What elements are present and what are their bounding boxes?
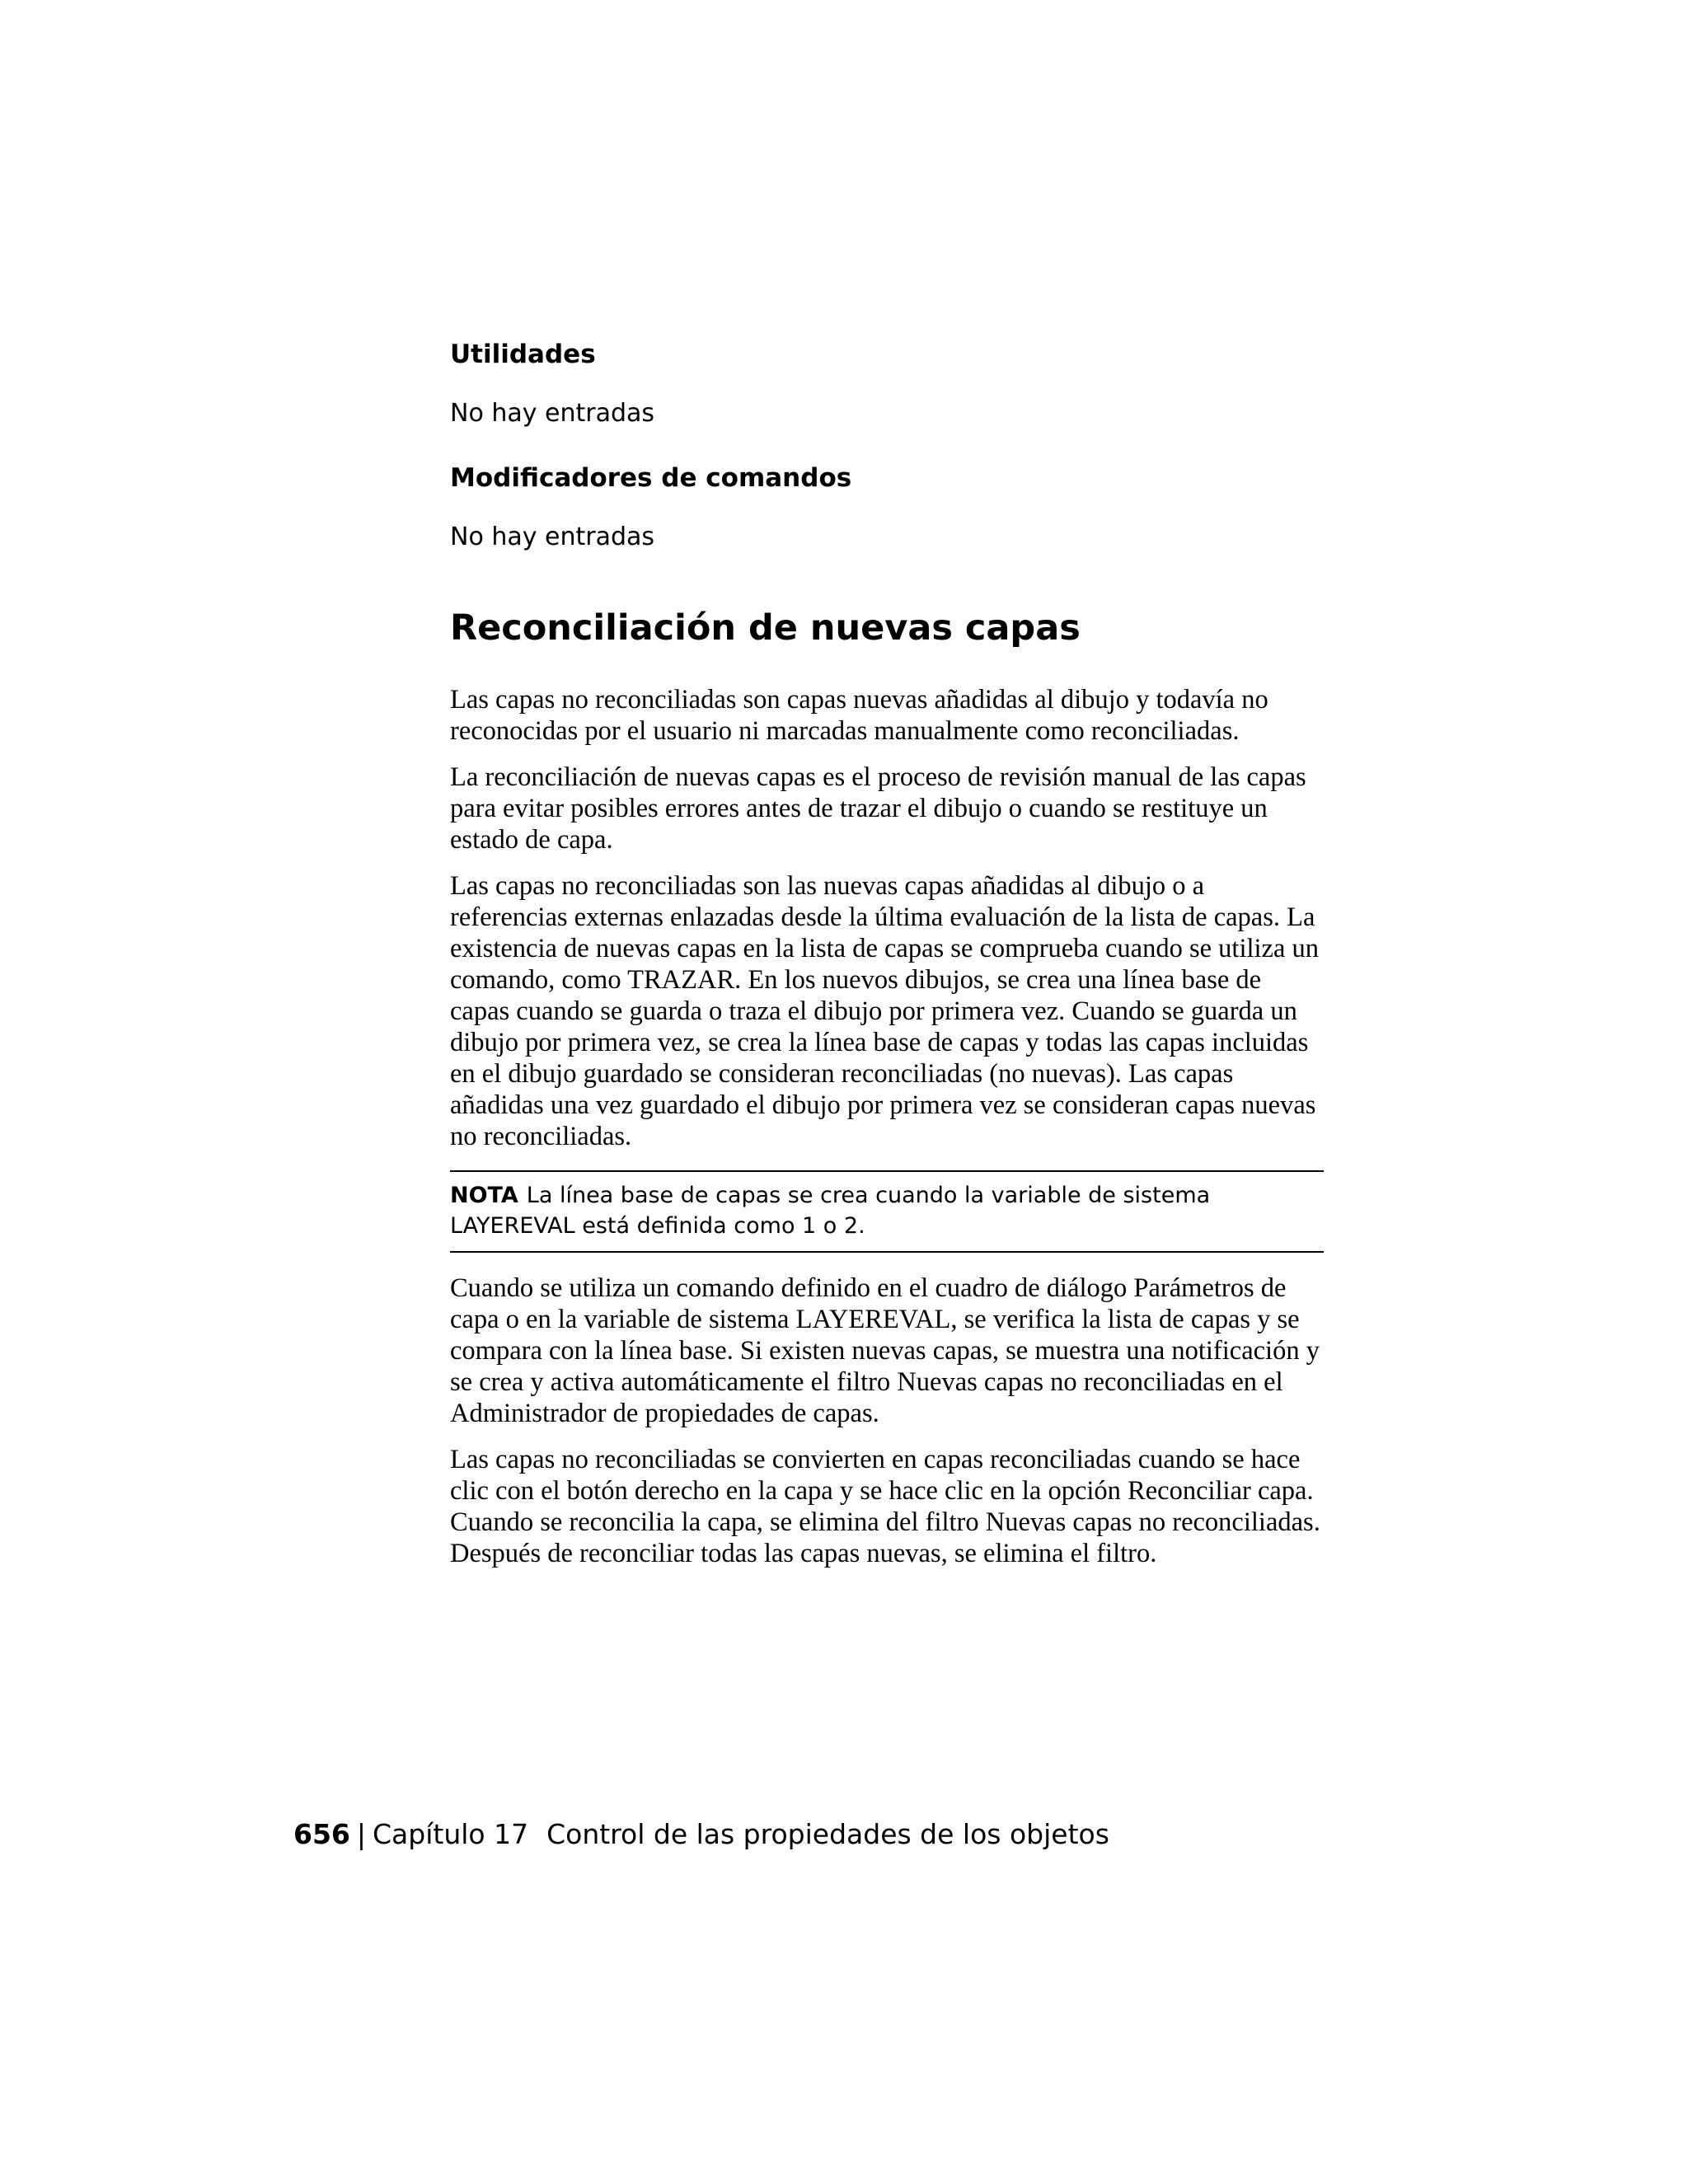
paragraph-2: La reconciliación de nuevas capas es el proceso de revisión manual de las capas para evitar posibles errores antes de trazar el dibujo o cuando se restituye un estado de capa. (450, 762, 1306, 855)
note-text: La línea base de capas se crea cuando la variable de sistema LAYEREVAL está definida como 1 o 2. (450, 1183, 1211, 1239)
utilidades-heading: Utilidades (450, 340, 596, 369)
page-footer (293, 1816, 1109, 1853)
modificadores-text: No hay entradas (450, 523, 655, 551)
chapter-label: Capítulo 17 (373, 1818, 529, 1850)
paragraph-4: Cuando se utiliza un comando definido en el cuadro de diálogo Parámetros de capa o en la variable de sistema LAYEREVAL, se verifica la lista de capas y se compara con la línea base. Si existen nuevas capas, se muestra una notificación y se crea y activa automáticamente el filtro Nuevas capas no reconciliadas en el Administrador de propiedades de capas. (450, 1273, 1320, 1428)
page-number: 656 (293, 1818, 350, 1850)
footer-separator: | (356, 1818, 367, 1850)
paragraph-5: Las capas no reconciliadas se convierten en capas reconciliadas cuando se hace clic con el botón derecho en la capa y se hace clic en la opción Reconciliar capa. Cuando se reconcilia la capa, se elimina del filtro Nuevas capas no reconciliadas. Después de reconciliar todas las capas nuevas, se elimina el filtro. (450, 1445, 1320, 1568)
utilidades-text: No hay entradas (450, 399, 655, 428)
note-box (450, 1170, 1324, 1253)
page-content (450, 338, 1324, 1569)
paragraph-1: Las capas no reconciliadas son capas nuevas añadidas al dibujo y todavía no reconocidas por el usuario ni marcadas manualmente como reconciliadas. (450, 685, 1268, 746)
chapter-title: Control de las propiedades de los objetos (546, 1818, 1109, 1850)
modificadores-heading: Modificadores de comandos (450, 463, 852, 493)
note-label: NOTA (450, 1183, 518, 1208)
section-title: Reconciliación de nuevas capas (450, 607, 1081, 649)
paragraph-3: Las capas no reconciliadas son las nuevas capas añadidas al dibujo o a referencias externas enlazadas desde la última evaluación de la lista de capas. La existencia de nuevas capas en la lista de capas se comprueba cuando se utiliza un comando, como TRAZAR. En los nuevos dibujos, se crea una línea base de capas cuando se guarda o traza el dibujo por primera vez. Cuando se guarda un dibujo por primera vez, se crea la línea base de capas y todas las capas incluidas en el dibujo guardado se consideran reconciliadas (no nuevas). Las capas añadidas una vez guardado el dibujo por primera vez se consideran capas nuevas no reconciliadas. (450, 871, 1320, 1151)
